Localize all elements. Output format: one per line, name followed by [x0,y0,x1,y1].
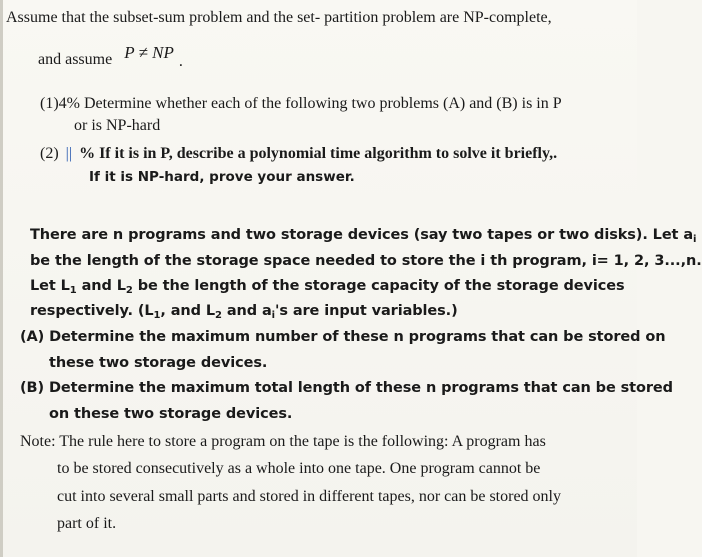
question-2-prefix: (2) [40,145,59,162]
problem-line-3-rest: be the length of the storage capacity of the storage devices [132,278,625,294]
problem-line-1 [30,228,696,245]
and-l: and L [76,278,126,294]
and-a: and a [221,303,272,319]
problem-a-continuation: these two storage devices. [49,355,268,371]
question-1 [40,96,562,112]
problem-line-3 [30,279,625,296]
problem-b [20,381,673,396]
subscript-i-b: i [271,310,275,321]
and-assume-text: and assume [38,51,113,68]
subscript-1b: 1 [153,310,161,321]
problem-line-1-text: There are n programs and two storage devices (say two tapes or two disks). Let a [30,227,694,243]
subscript-2: 2 [125,285,133,296]
respectively-l: respectively. (L [30,303,154,319]
problem-b-continuation: on these two storage devices. [49,406,293,422]
and-l-b: , and L [160,303,216,319]
problem-a [20,330,665,345]
note-line-1: Note: The rule here to store a program on the tape is the following: A program has [20,433,546,450]
note-line-4: part of it. [57,515,117,532]
subscript-2b: 2 [215,310,222,321]
problem-a-label: (A) [20,329,45,345]
assumption-period: . [178,53,183,70]
problem-b-text: Determine the maximum total length of these n programs that can be stored [48,380,673,396]
question-2-text: % If it is in P, describe a polynomial time algorithm to solve it briefly,. [79,145,558,162]
question-1-continuation: or is NP-hard [74,117,161,134]
question-2-mark: || [65,145,73,162]
intro-line: Assume that the subset-sum problem and the set- partition problem are NP-complete, [6,9,552,26]
problem-line-4-rest: 's are input variables.) [275,303,458,319]
question-2 [40,146,557,162]
problem-line-2: be the length of the storage space needed to store the i th program, i= 1, 2, 3...,n. [30,253,702,269]
note-line-2: to be stored consecutively as a whole into one tape. One program cannot be [57,460,541,477]
let-l: Let L [30,278,70,294]
subscript-1: 1 [69,285,77,296]
question-1-text: Determine whether each of the following two problems (A) and (B) is in P [83,95,562,112]
subscript-i: i [693,234,697,245]
question-1-prefix: (1)4% [40,95,80,112]
problem-b-label: (B) [20,380,45,396]
p-neq-np-math: P ≠ NP [124,43,174,62]
problem-line-4 [30,304,458,321]
note-line-3: cut into several small parts and stored in different tapes, nor can be stored only [57,488,561,505]
assumption-line [38,43,183,70]
question-2-continuation: If it is NP-hard, prove your answer. [89,169,355,185]
page-edge-shadow [0,0,3,557]
problem-a-text: Determine the maximum number of these n programs that can be stored on [49,329,666,345]
